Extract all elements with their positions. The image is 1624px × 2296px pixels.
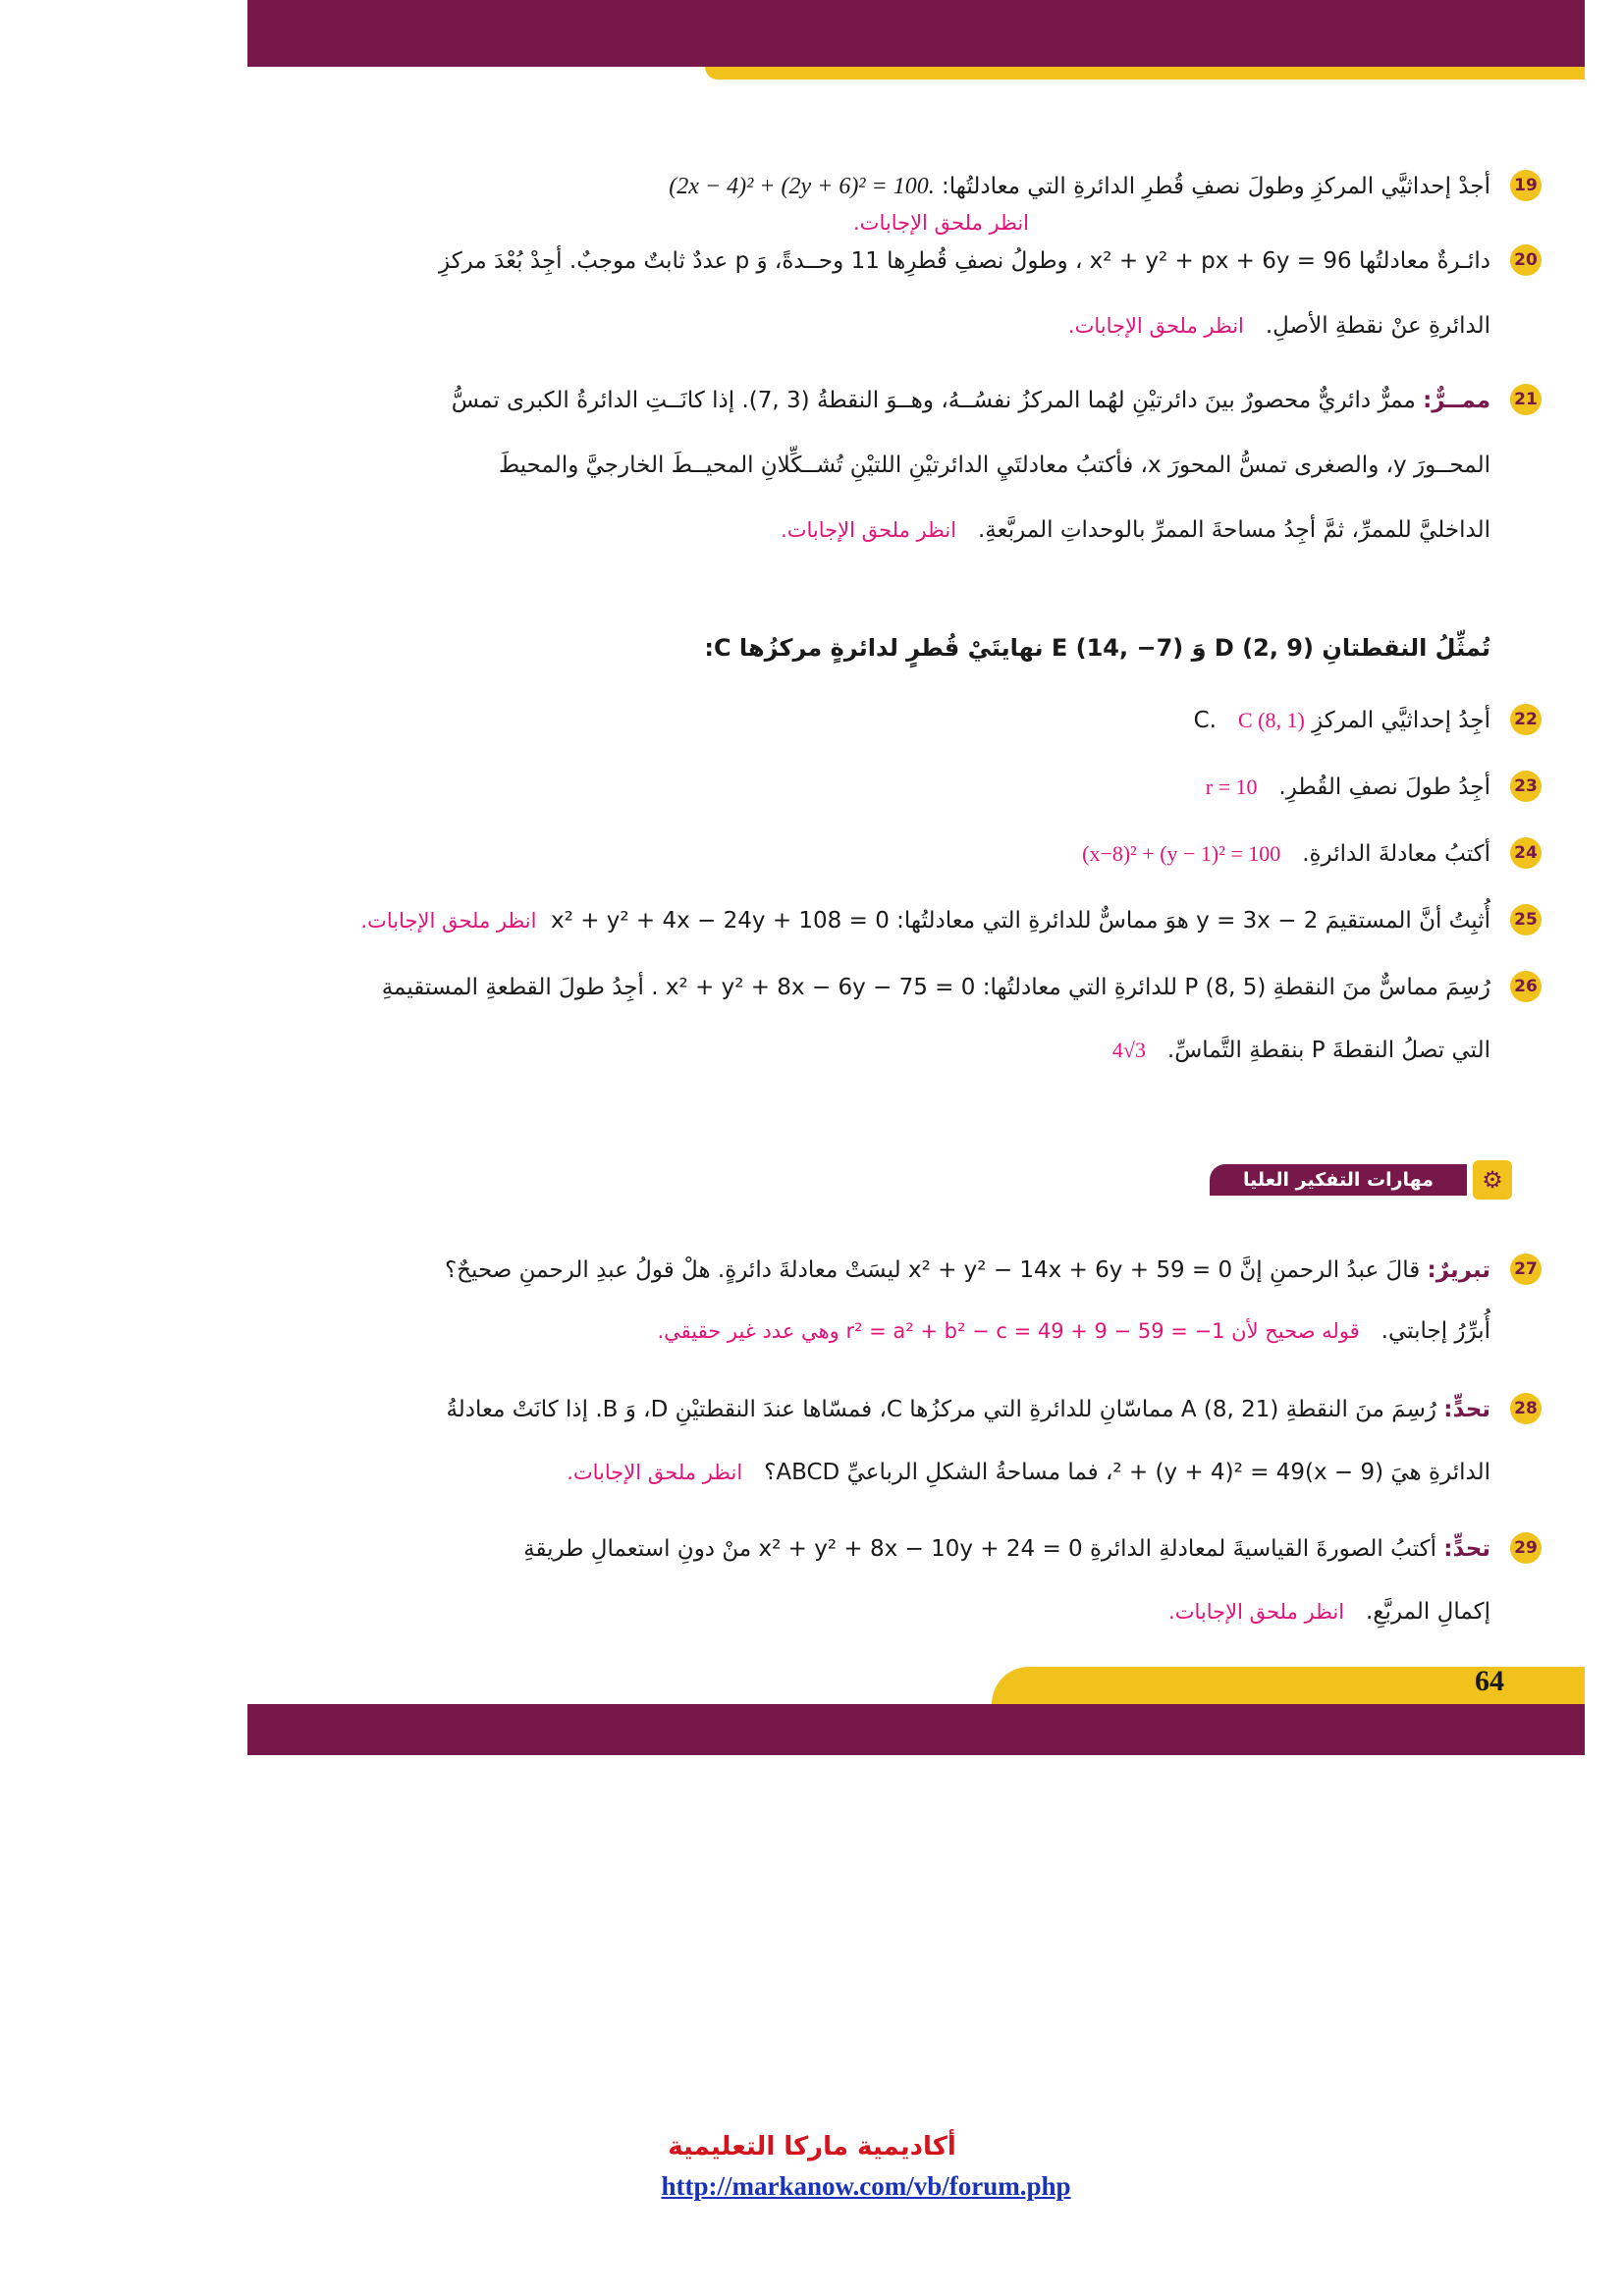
- question-text: الدائرةِ هيَ (x − 9)² + (y + 4)² = 49، فما مساحةُ الشكلِ الرباعيِّ ABCD؟: [764, 1460, 1490, 1485]
- question-26-line-1: [334, 966, 1538, 1009]
- answer-value: (x−8)² + (y − 1)² = 100: [1082, 841, 1281, 866]
- question-text: أجِدُ إحداثيَّي المركزِ C.: [1193, 708, 1490, 733]
- answer-note: انظر ملحق الإجابات.: [567, 1461, 743, 1484]
- answer-note: انظر ملحق الإجابات.: [1168, 1600, 1345, 1624]
- question-number-badge: 21: [1510, 384, 1542, 415]
- question-28: [334, 1388, 1538, 1494]
- question-23-line: [334, 766, 1538, 809]
- question-number-badge: 23: [1510, 771, 1542, 802]
- question-text: دائـرةٌ معادلتُها x² + y² + px + 6y = 96 ، وطولُ نصفِ قُطرِها 11 وحــدةً، وَ p عددٌ ثابتٌ موجبٌ. أجِدْ بُعْدَ مركزِ: [439, 248, 1490, 274]
- question-28-line-1: [334, 1388, 1538, 1431]
- question-text: رُسِمَ منَ النقطةِ A (8, 21) مماسّانِ للدائرةِ التي مركزُها C، فمسّاها عندَ النقطتيْنِ D، وَ B. إذا كانَتْ معادلةُ: [446, 1397, 1436, 1422]
- question-number-badge: 28: [1510, 1393, 1542, 1424]
- question-number-badge: 25: [1510, 904, 1542, 935]
- question-label: ممــرٌّ:: [1423, 388, 1490, 413]
- question-text: قالَ عبدُ الرحمنِ إنَّ x² + y² − 14x + 6y + 59 = 0 ليسَتْ معادلةَ دائرةٍ. هلْ قولُ عبدِ الرحمنِ صحيحٌ؟: [444, 1257, 1421, 1283]
- question-24: [334, 832, 1538, 876]
- question-26: [334, 966, 1538, 1072]
- page-number: 64: [1475, 1665, 1504, 1697]
- answer-note: قوله صحيح لأن r² = a² + b² − c = 49 + 9 − 59 = −1 وهي عدد غير حقيقي.: [657, 1319, 1360, 1343]
- answer-value: 4√3: [1111, 1038, 1146, 1062]
- question-24-line: [334, 832, 1538, 876]
- question-text: أُبرِّرُ إجابتي.: [1380, 1318, 1490, 1344]
- question-27: [334, 1249, 1538, 1353]
- question-number-badge: 19: [1510, 170, 1542, 201]
- question-text: إكمالِ المربَّعِ.: [1365, 1599, 1490, 1625]
- question-22-line: [334, 699, 1538, 742]
- question-29-line-2: [334, 1590, 1490, 1633]
- question-20-line-1: [334, 240, 1538, 283]
- question-text: الداخليَّ للممرِّ، ثمَّ أجِدُ مساحةَ الممرِّ بالوحداتِ المربَّعةِ.: [978, 517, 1490, 543]
- circle-equation: (2x − 4)² + (2y + 6)² = 100.: [669, 174, 935, 199]
- gears-icon: ⚙: [1473, 1160, 1512, 1200]
- question-22: [334, 699, 1538, 742]
- question-number-badge: 20: [1510, 244, 1542, 276]
- question-number-badge: 29: [1510, 1532, 1542, 1564]
- question-text: التي تصلُ النقطةَ P بنقطةِ التَّماسِّ.: [1166, 1038, 1490, 1063]
- answer-value: C (8, 1): [1237, 708, 1305, 732]
- question-label: تحدٍّ:: [1443, 1536, 1490, 1562]
- question-20: [334, 240, 1538, 347]
- question-19-line: [334, 165, 1538, 208]
- question-text: الدائرةِ عنْ نقطةِ الأصلِ.: [1265, 313, 1490, 339]
- question-21-line-2: [334, 444, 1490, 487]
- question-label: تحدٍّ:: [1443, 1397, 1490, 1422]
- question-text: أجدْ إحداثيَّي المركزِ وطولَ نصفِ قُطرِ الدائرةِ التي معادلتُها:: [942, 174, 1490, 199]
- bottom-color-band: [247, 1704, 1585, 1755]
- question-text: أجِدُ طولَ نصفِ القُطرِ.: [1278, 774, 1490, 800]
- question-21-line-3: [334, 508, 1490, 552]
- question-number-badge: 24: [1510, 837, 1542, 869]
- academy-name: أكاديمية ماركا التعليمية: [668, 2132, 956, 2162]
- question-23: [334, 766, 1538, 809]
- question-21: [334, 379, 1538, 552]
- question-text: أكتبُ الصورةَ القياسيةَ لمعادلةِ الدائرةِ x² + y² + 8x − 10y + 24 = 0 منْ دونِ استعمالِ طريقةِ: [523, 1536, 1436, 1562]
- top-color-band: [247, 0, 1585, 67]
- forum-link[interactable]: http://markanow.com/vb/forum.php: [661, 2171, 1071, 2201]
- question-27-line-2: [334, 1309, 1490, 1353]
- question-26-line-2: [334, 1029, 1490, 1072]
- question-20-line-2: [334, 304, 1490, 347]
- question-number-badge: 27: [1510, 1254, 1542, 1285]
- question-text: أُثبِتُ أنَّ المستقيمَ y = 3x − 2 هوَ مماسٌّ للدائرةِ التي معادلتُها: x² + y² + 4x − 24y + 108 = 0: [551, 908, 1490, 934]
- question-19: [334, 165, 1538, 238]
- question-29-line-1: [334, 1527, 1538, 1571]
- answer-note: انظر ملحق الإجابات.: [781, 518, 957, 542]
- question-label: تبريرٌ:: [1427, 1257, 1490, 1283]
- question-28-line-2: [334, 1451, 1490, 1494]
- question-21-line-1: [334, 379, 1538, 422]
- question-27-line-1: [334, 1249, 1538, 1292]
- answer-note: انظر ملحق الإجابات.: [1067, 314, 1244, 338]
- question-number-badge: 22: [1510, 704, 1542, 735]
- hots-title: مهارات التفكير العليا: [1210, 1164, 1467, 1196]
- footer: [0, 2132, 1624, 2202]
- question-text: رُسِمَ مماسٌّ منَ النقطةِ P (8, 5) للدائرةِ التي معادلتُها: x² + y² + 8x − 6y − 75 = 0 . أجِدُ طولَ القطعةِ المستقيمةِ: [381, 975, 1490, 1000]
- answer-note: انظر ملحق الإجابات.: [853, 211, 1029, 235]
- question-number-badge: 26: [1510, 971, 1542, 1002]
- top-gold-stripe: [705, 67, 1585, 80]
- answer-value: r = 10: [1205, 774, 1258, 799]
- question-text: المحــورَ y، والصغرى تمسُّ المحورَ x، فأكتبُ معادلتَيِ الدائرتيْنِ اللتيْنِ تُشــكِّلانِ المحيــطَ الخارجيَّ والمحيطَ: [498, 453, 1490, 478]
- hots-section-header: [1210, 1160, 1512, 1200]
- question-text: أكتبُ معادلةَ الدائرةِ.: [1302, 841, 1490, 867]
- question-text: ممرٌّ دائريٌّ محصورٌ بينَ دائرتيْنِ لهُما المركزُ نفسُــهُ، وهــوَ النقطةُ (3 ,7). إذا كانَــتِ الدائرةُ الكبرى تمسُّ: [451, 388, 1416, 413]
- question-29: [334, 1527, 1538, 1633]
- question-25-line: [334, 899, 1538, 942]
- shared-prompt: تُمثِّلُ النقطتانِ D (2, 9) وَ E (14, −7) نهايتَيْ قُطرٍ لدائرةٍ مركزُها C:: [704, 634, 1490, 662]
- answer-note: انظر ملحق الإجابات.: [360, 909, 537, 933]
- question-25: [334, 899, 1538, 942]
- answer-line: [334, 208, 1490, 238]
